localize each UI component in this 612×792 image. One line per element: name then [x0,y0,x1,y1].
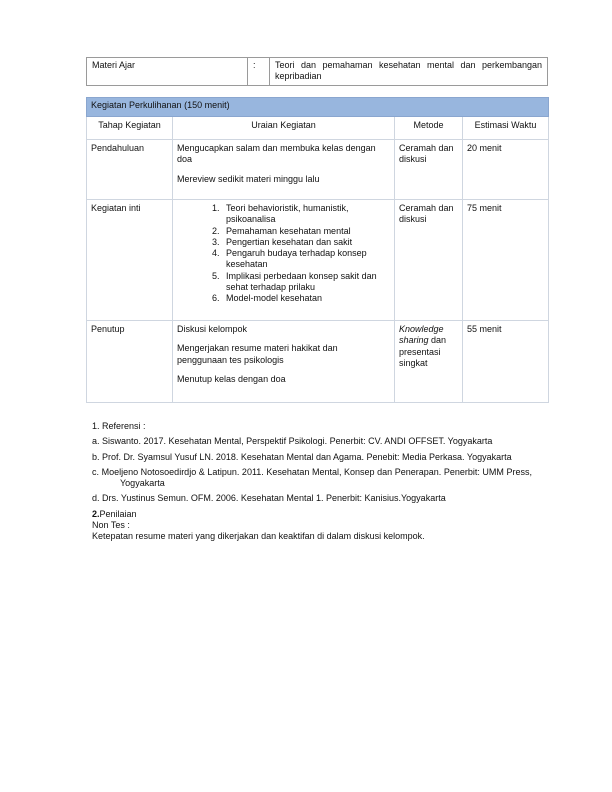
description-line: Menutup kelas dengan doa [177,373,286,384]
stage-cell: Pendahuluan [87,140,173,200]
topics-list [177,203,390,304]
description-cell [173,321,395,403]
description-line: Mengucapkan salam dan membuka kelas dengan doa [177,143,376,165]
assessment-type: Non Tes : [92,519,130,530]
list-item: 4. Pengaruh budaya terhadap konsep kesehatan [222,248,390,271]
assessment-heading [92,509,532,520]
list-item: 1. Teori behavioristik, humanistik, psikoanalisa [222,203,390,226]
time-cell: 75 menit [463,200,549,321]
list-item: 3. Pengertian kesehatan dan sakit [222,237,390,248]
stage-cell: Kegiatan inti [87,200,173,321]
header-stage: Tahap Kegiatan [87,117,173,140]
header-description: Uraian Kegiatan [173,117,395,140]
method-cell [395,321,463,403]
reference-item: b. Prof. Dr. Syamsul Yusuf LN. 2018. Kesehatan Mental dan Agama. Penebit: Media Perkasa. Yogyakarta [92,451,512,462]
reference-item: a. Siswanto. 2017. Kesehatan Mental, Perspektif Psikologi. Penerbit: CV. ANDI OFFSET. Yogyakarta [92,436,493,447]
method-rest: dan presentasi singkat [399,335,447,368]
activity-header-row [87,117,549,140]
description-line: Mengerjakan resume materi hakikat dan penggunaan tes psikologis [177,343,338,365]
list-item: 5. Implikasi perbedaan konsep sakit dan sehat terhadap prilaku [222,271,390,294]
header-method: Metode [395,117,463,140]
table-row [87,140,549,200]
method-cell: Ceramah dan diskusi [395,140,463,200]
list-item: 6. Model-model kesehatan [222,293,390,304]
materi-table [86,57,548,86]
references-heading: 1. Referensi : [92,421,146,431]
table-row [87,200,549,321]
list-item: 2. Pemahaman kesehatan mental [222,226,390,237]
table-row [87,321,549,403]
reference-item: c. Moeljeno Notosoedirdjo & Latipun. 2011. Kesehatan Mental, Konsep dan Penerapan. Penerbit: UMM Press, Yogyakarta [92,466,532,488]
time-cell: 55 menit [463,321,549,403]
activity-title: Kegiatan Perkulihanan (150 menit) [87,98,549,117]
materi-separator: : [248,58,270,86]
activity-table [86,97,549,403]
activity-title-row [87,98,549,117]
description-line: Diskusi kelompok [177,324,248,334]
topics-cell [173,200,395,321]
reference-item: d. Drs. Yustinus Semun. OFM. 2006. Kesehatan Mental 1. Penerbit: Kanisius.Yogyakarta [92,493,446,504]
time-cell: 20 menit [463,140,549,200]
method-italic: Knowledge sharing [399,324,444,346]
stage-cell: Penutup [87,321,173,403]
description-line: Mereview sedikit materi minggu lalu [177,173,320,184]
description-cell [173,140,395,200]
header-time: Estimasi Waktu [463,117,549,140]
materi-row [87,58,548,86]
assessment-description: Ketepatan resume materi yang dikerjakan dan keaktifan di dalam diskusi kelompok. [92,531,425,541]
references-section [92,421,532,542]
assessment-number: 2. [92,508,100,519]
method-cell: Ceramah dan diskusi [395,200,463,321]
assessment-title: Penilaian [99,508,137,519]
materi-label: Materi Ajar [87,58,248,86]
materi-value: Teori dan pemahaman kesehatan mental dan perkembangan kepribadian [270,58,548,86]
